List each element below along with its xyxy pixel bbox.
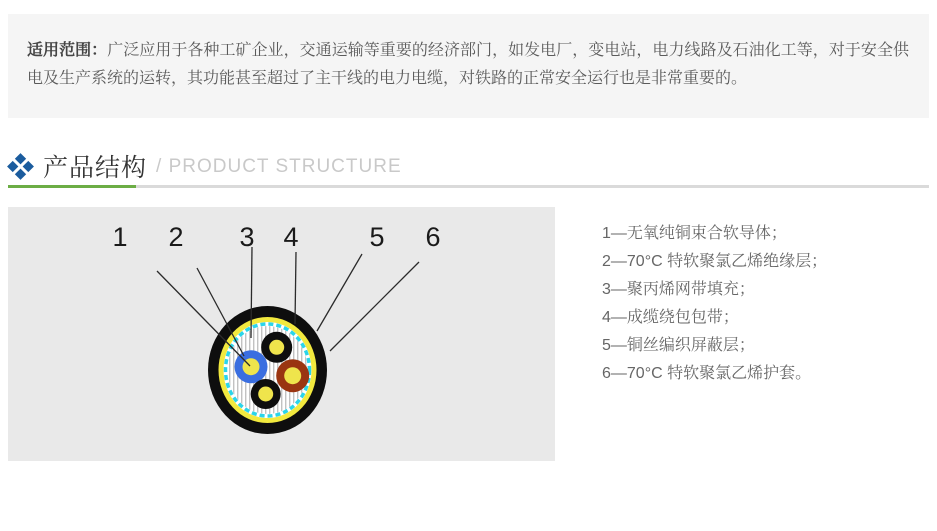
legend-item-2: 2—70°C 特软聚氯乙烯绝缘层；: [602, 253, 828, 270]
legend-item-5: 5—铜丝编织屏蔽层；: [602, 337, 755, 354]
section-subtitle: / PRODUCT STRUCTURE: [156, 156, 402, 177]
core-conductor-top: [269, 340, 284, 355]
legend-item-3: 3—聚丙烯网带填充；: [602, 281, 755, 298]
callout-number-1: 1: [112, 222, 128, 252]
legend-item-6: 6—70°C 特软聚氯乙烯护套。: [602, 365, 812, 382]
core-conductor-bottom: [258, 387, 273, 402]
callout-number-2: 2: [168, 222, 184, 252]
cable-cross-section: [208, 306, 327, 434]
green-underline: [8, 185, 136, 188]
legend-item-4: 4—成缆绕包包带；: [602, 309, 739, 326]
section-header: [8, 147, 929, 188]
callout-number-4: 4: [283, 222, 299, 252]
callout-number-3: 3: [239, 222, 255, 252]
product-structure-section: [8, 207, 929, 461]
legend-item-1: 1—无氧纯铜束合软导体；: [602, 225, 787, 242]
cable-cross-section-diagram: [8, 207, 555, 461]
callout-number-6: 6: [425, 222, 441, 252]
application-scope-label: 适用范围：: [27, 42, 108, 59]
callout-number-5: 5: [369, 222, 385, 252]
section-title: 产品结构: [43, 154, 148, 182]
application-scope-box: [8, 14, 929, 118]
four-diamonds-icon: [7, 153, 34, 180]
core-conductor-brown: [284, 367, 301, 384]
structure-legend: [602, 207, 827, 388]
application-scope-body: 广泛应用于各种工矿企业，交通运输等重要的经济部门，如发电厂，变电站，电力线路及石油化工等，对于安全供电及生产系统的运转，其功能甚至超过了主干线的电力电缆，对铁路的正常安全运行也是非常重要的。: [27, 42, 909, 87]
